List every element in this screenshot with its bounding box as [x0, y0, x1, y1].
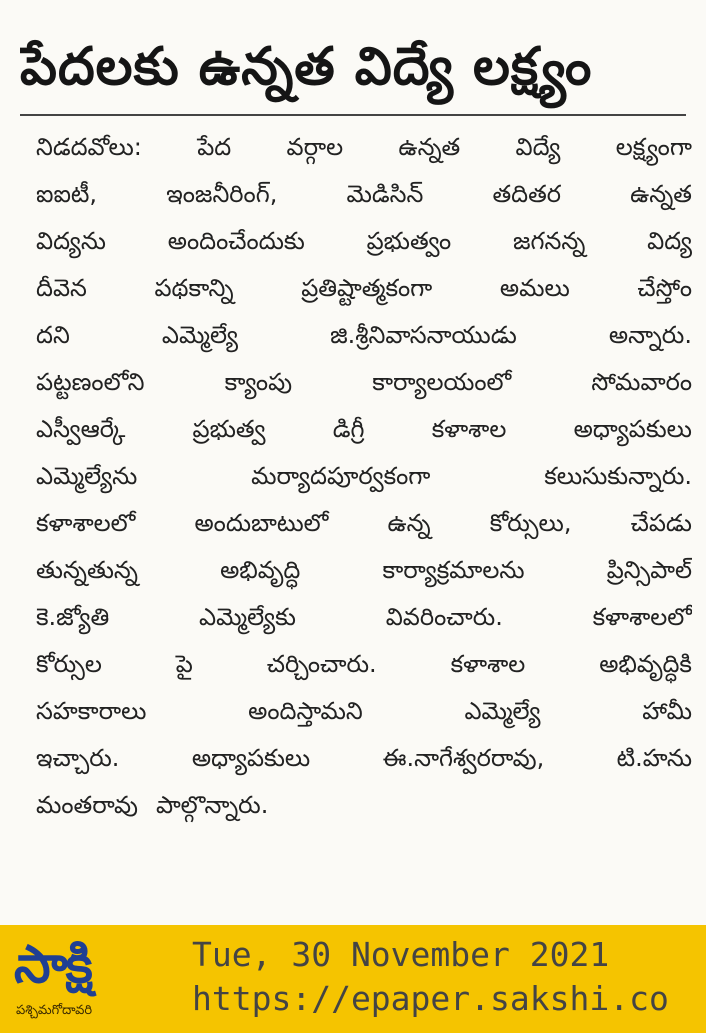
word: ఉన్న [387, 509, 431, 537]
word: మెడిసిన్ [346, 180, 424, 208]
epaper-footer [0, 925, 706, 1033]
logo-edition: పశ్చిమగోదావరి [16, 1003, 93, 1018]
article-line [36, 782, 692, 829]
article-line [36, 171, 692, 218]
word: దని [36, 321, 70, 349]
word: కళాశాల [450, 650, 526, 678]
word: ఇచ్చారు. [36, 744, 120, 772]
word: అందించేందుకు [167, 227, 305, 255]
word: అధ్యాపకులు [573, 415, 692, 443]
word: మంతరావు [36, 791, 138, 819]
word: టి.హను [616, 744, 692, 772]
word: తున్నతున్న [36, 556, 138, 584]
word: అన్నారు. [608, 321, 692, 349]
headline-divider [20, 114, 686, 116]
word: సహకారాలు [36, 697, 147, 725]
word: మర్యాదపూర్వకంగా [251, 462, 431, 490]
word: అధ్యాపకులు [191, 744, 311, 772]
word: పట్టణంలోని [36, 368, 145, 396]
article-line [36, 124, 692, 171]
word: కళాశాలలో [36, 509, 136, 537]
word: విద్యే [515, 133, 561, 161]
article-body [36, 124, 692, 829]
word: ఈ.నాగేశ్వరరావు, [382, 744, 545, 772]
article-line [36, 453, 692, 500]
word: ఉన్నత [630, 180, 692, 208]
article-line [36, 735, 692, 782]
article-line [36, 406, 692, 453]
word: అందుబాటులో [194, 509, 329, 537]
word: ప్రభుత్వం [366, 227, 452, 255]
source-url: https://epaper.sakshi.co [192, 979, 669, 1018]
word: చేపడు [630, 509, 692, 537]
article-line [36, 359, 692, 406]
article-line [36, 688, 692, 735]
article-line [36, 547, 692, 594]
publication-date: Tue, 30 November 2021 [192, 935, 610, 974]
word: లక్ష్యంగా [615, 133, 692, 161]
word: కార్యాక్రమాలను [382, 556, 525, 584]
sakshi-logo [14, 933, 174, 1027]
word: కళాశాలలో [592, 603, 692, 631]
article-line [36, 641, 692, 688]
word: పాల్గొన్నారు. [155, 791, 269, 819]
word: అభివృద్ధికి [599, 650, 692, 678]
word: ఎమ్మెల్యేకు [199, 603, 296, 631]
logo-text: సాక్షి [14, 935, 91, 995]
word: చర్చించారు. [266, 650, 377, 678]
word: విద్య [647, 227, 692, 255]
word: ఎమ్మెల్యే [464, 697, 541, 725]
word: కళాశాల [431, 415, 507, 443]
word: ప్రిన్సిపాల్ [606, 556, 692, 584]
word: ఎమ్మెల్యే [161, 321, 239, 349]
word: ఎమ్మెల్యేను [36, 462, 138, 490]
word: వర్గాల [286, 133, 344, 161]
word: పేద [197, 133, 232, 161]
word: కోర్సుల [36, 650, 102, 678]
word: ఉన్నత [398, 133, 461, 161]
word: ఇంజనీరింగ్, [166, 180, 278, 208]
word: ప్రతిష్టాత్మకంగా [301, 274, 433, 302]
word: క్యాంపు [224, 368, 293, 396]
word: సోమవారం [591, 368, 692, 396]
word: జగనన్న [512, 227, 586, 255]
word: పై [175, 650, 193, 678]
word: అభివృద్ధి [220, 556, 301, 584]
word: ఎస్వీఆర్కే [36, 415, 126, 443]
word: అమలు [499, 274, 570, 302]
word: పథకాన్ని [154, 274, 234, 302]
word: కె.జ్యోతి [36, 603, 110, 631]
word: దీవెన [36, 274, 87, 302]
article-line [36, 594, 692, 641]
article-line [36, 218, 692, 265]
word: తదితర [492, 180, 561, 208]
word: ప్రభుత్వ [192, 415, 266, 443]
article-headline: పేదలకు ఉన్నత విద్యే లక్ష్యం [20, 37, 593, 97]
article-line [36, 265, 692, 312]
word: కోర్సులు, [489, 509, 572, 537]
word: అందిస్తామని [248, 697, 363, 725]
article-line [36, 312, 692, 359]
word: నిడదవోలు: [36, 133, 142, 161]
article-line [36, 500, 692, 547]
word: వివరించారు. [385, 603, 503, 631]
word: డిగ్రీ [332, 415, 365, 443]
word: చేస్తోం [637, 274, 692, 302]
word: కలుసుకున్నారు. [544, 462, 692, 490]
word: జి.శ్రీనివాసనాయుడు [330, 321, 517, 349]
word: కార్యాలయంలో [372, 368, 512, 396]
word: హామీ [642, 697, 692, 725]
word: విద్యను [36, 227, 106, 255]
word: ఐఐటీ, [36, 180, 98, 208]
